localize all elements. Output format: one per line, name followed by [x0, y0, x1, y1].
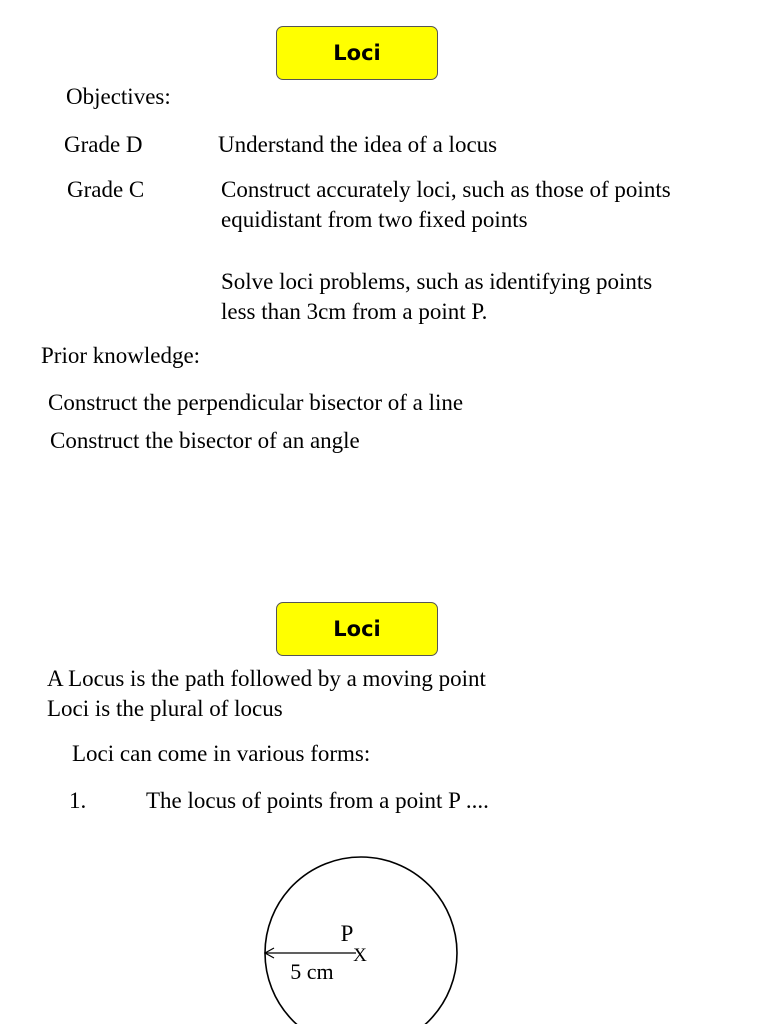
- prior-knowledge-heading: Prior knowledge:: [41, 343, 201, 368]
- slide2-title: Loci: [333, 617, 381, 641]
- point-p-marker: X: [353, 945, 367, 966]
- grade-c-objective-line2: equidistant from two fixed points: [221, 207, 528, 232]
- locus-circle-diagram: [250, 855, 470, 1024]
- grade-c-objective-line1: Construct accurately loci, such as those of points: [221, 177, 671, 202]
- list-number: 1.: [69, 788, 87, 813]
- slide1-title: Loci: [333, 41, 381, 65]
- locus-definition-line1: A Locus is the path followed by a moving point: [47, 666, 486, 691]
- point-p-label: P: [340, 921, 354, 946]
- objectives-heading: Objectives:: [66, 84, 171, 109]
- radius-label: 5 cm: [290, 959, 334, 984]
- grade-c-label: Grade C: [67, 177, 145, 202]
- prior-item-angle-bisector: Construct the bisector of an angle: [50, 428, 360, 453]
- grade-c-extra-line2: less than 3cm from a point P.: [221, 299, 488, 324]
- locus-definition-line2: Loci is the plural of locus: [47, 696, 283, 721]
- grade-d-objective: Understand the idea of a locus: [218, 132, 498, 157]
- list-item-text: The locus of points from a point P ....: [146, 788, 489, 813]
- slide2-title-box: [276, 602, 438, 656]
- forms-intro: Loci can come in various forms:: [72, 741, 371, 766]
- slide1-title-box: [276, 26, 438, 80]
- locus-circle: [265, 857, 457, 1024]
- prior-item-perpendicular-bisector: Construct the perpendicular bisector of a line: [48, 390, 464, 415]
- grade-c-extra-line1: Solve loci problems, such as identifying points: [221, 269, 653, 294]
- grade-d-label: Grade D: [64, 132, 143, 157]
